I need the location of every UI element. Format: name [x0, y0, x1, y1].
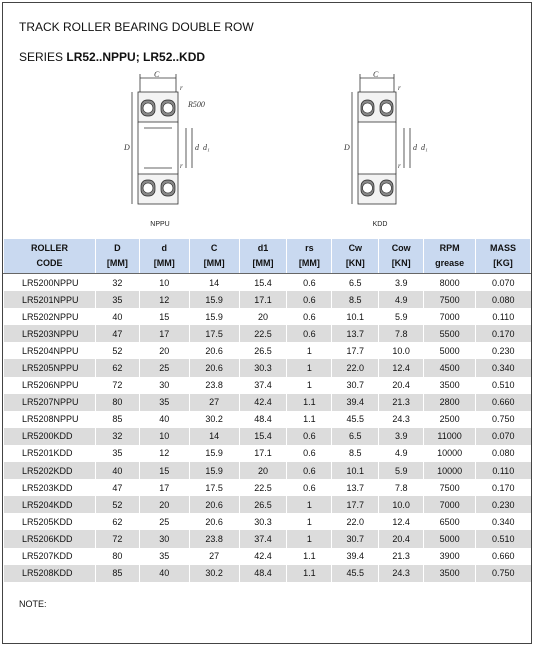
table-cell: 1 [287, 342, 332, 359]
table-cell: 15.4 [239, 274, 287, 292]
table-row [4, 530, 531, 547]
table-cell: 17.5 [189, 479, 239, 496]
table-cell: 40 [95, 462, 139, 479]
column-header-unit: [MM] [252, 258, 274, 268]
table-cell: 3500 [424, 377, 476, 394]
table-cell: 22.0 [332, 513, 379, 530]
roller-code-cell: LR5201KDD [4, 445, 96, 462]
table-cell: 40 [139, 411, 189, 428]
column-header [287, 239, 332, 274]
table-row [4, 428, 531, 445]
table-cell: 47 [95, 325, 139, 342]
column-header-name: rs [305, 243, 314, 253]
table-cell: 15 [139, 308, 189, 325]
table-cell: 10.0 [379, 342, 424, 359]
table-cell: 62 [95, 359, 139, 376]
table-cell: 35 [95, 291, 139, 308]
column-header [139, 239, 189, 274]
table-cell: 3500 [424, 565, 476, 582]
table-cell: 1 [287, 359, 332, 376]
table-cell: 0.6 [287, 428, 332, 445]
table-cell: 0.510 [476, 530, 531, 547]
nppu-dim-r-top: r [180, 84, 183, 92]
table-cell: 22.5 [239, 325, 287, 342]
column-header [476, 239, 531, 274]
table-cell: 1 [287, 496, 332, 513]
table-cell: 17.7 [332, 342, 379, 359]
roller-code-cell: LR5200KDD [4, 428, 96, 445]
table-cell: 17 [139, 325, 189, 342]
table-cell: 17.1 [239, 291, 287, 308]
roller-code-cell: LR5208KDD [4, 565, 96, 582]
kdd-dim-r-top: r [398, 84, 401, 92]
table-cell: 20 [139, 496, 189, 513]
table-cell: 26.5 [239, 496, 287, 513]
table-cell: 12 [139, 291, 189, 308]
column-header-name: d1 [257, 243, 269, 253]
table-cell: 6500 [424, 513, 476, 530]
table-row [4, 325, 531, 342]
kdd-dim-r-bottom: r [398, 162, 401, 170]
table-header-row [4, 239, 531, 274]
table-cell: 25 [139, 513, 189, 530]
table-cell: 3900 [424, 548, 476, 565]
series-models: LR52..NPPU; LR52..KDD [66, 50, 206, 64]
table-cell: 10.1 [332, 462, 379, 479]
roller-code-cell: LR5202KDD [4, 462, 96, 479]
table-cell: 25 [139, 359, 189, 376]
table-cell: 1.1 [287, 565, 332, 582]
bearing-spec-table [3, 238, 531, 582]
table-cell: 0.6 [287, 308, 332, 325]
roller-code-cell: LR5204NPPU [4, 342, 96, 359]
roller-code-cell: LR5206NPPU [4, 377, 96, 394]
table-cell: 80 [95, 548, 139, 565]
table-cell: 12 [139, 445, 189, 462]
column-header-unit: [MM] [106, 258, 128, 268]
table-cell: 10.0 [379, 496, 424, 513]
roller-code-cell: LR5205NPPU [4, 359, 96, 376]
table-cell: 21.3 [379, 394, 424, 411]
table-row [4, 479, 531, 496]
table-cell: 17.7 [332, 496, 379, 513]
table-cell: 45.5 [332, 411, 379, 428]
table-cell: 13.7 [332, 325, 379, 342]
table-cell: 22.0 [332, 359, 379, 376]
column-header-name: d [161, 243, 168, 253]
table-cell: 0.750 [476, 565, 531, 582]
roller-code-cell: LR5200NPPU [4, 274, 96, 292]
table-cell: 30.3 [239, 359, 287, 376]
table-cell: 42.4 [239, 548, 287, 565]
table-cell: 27 [189, 548, 239, 565]
table-cell: 10 [139, 428, 189, 445]
table-cell: 23.8 [189, 530, 239, 547]
table-cell: 0.660 [476, 394, 531, 411]
roller-code-cell: LR5205KDD [4, 513, 96, 530]
table-row [4, 274, 531, 292]
column-header-name: Cow [391, 243, 411, 253]
column-header-unit: [MM] [298, 258, 320, 268]
column-header-unit: [MM] [153, 258, 175, 268]
table-cell: 0.230 [476, 496, 531, 513]
table-cell: 7000 [424, 308, 476, 325]
table-cell: 39.4 [332, 548, 379, 565]
table-row [4, 565, 531, 582]
table-cell: 0.110 [476, 308, 531, 325]
nppu-caption: NPPU [150, 221, 170, 228]
column-header-unit: CODE [36, 258, 63, 268]
table-cell: 22.5 [239, 479, 287, 496]
roller-code-cell: LR5207KDD [4, 548, 96, 565]
table-cell: 0.340 [476, 359, 531, 376]
table-cell: 30 [139, 530, 189, 547]
kdd-dim-c: C [373, 70, 379, 79]
table-cell: 0.6 [287, 274, 332, 292]
table-row [4, 342, 531, 359]
table-cell: 37.4 [239, 377, 287, 394]
table-cell: 8.5 [332, 291, 379, 308]
table-cell: 5000 [424, 342, 476, 359]
table-cell: 23.8 [189, 377, 239, 394]
column-header [4, 239, 96, 274]
table-cell: 0.070 [476, 274, 531, 292]
table-cell: 26.5 [239, 342, 287, 359]
table-cell: 20.4 [379, 377, 424, 394]
table-cell: 37.4 [239, 530, 287, 547]
nppu-dim-small-d: d [195, 143, 199, 152]
table-cell: 48.4 [239, 411, 287, 428]
table-cell: 40 [95, 308, 139, 325]
kdd-dim-small-d: d [413, 143, 417, 152]
column-header-name: MASS [490, 243, 517, 253]
table-cell: 20 [239, 308, 287, 325]
table-cell: 35 [95, 445, 139, 462]
table-cell: 10 [139, 274, 189, 292]
table-cell: 15.9 [189, 308, 239, 325]
column-header [332, 239, 379, 274]
table-cell: 4.9 [379, 291, 424, 308]
table-cell: 15.9 [189, 462, 239, 479]
table-body [4, 274, 531, 582]
table-row [4, 308, 531, 325]
table-cell: 4500 [424, 359, 476, 376]
table-cell: 0.070 [476, 428, 531, 445]
table-cell: 10.1 [332, 308, 379, 325]
table-cell: 14 [189, 428, 239, 445]
table-cell: 17 [139, 479, 189, 496]
table-cell: 5500 [424, 325, 476, 342]
table-row [4, 462, 531, 479]
roller-code-cell: LR5203KDD [4, 479, 96, 496]
table-cell: 42.4 [239, 394, 287, 411]
table-row [4, 377, 531, 394]
table-cell: 30.7 [332, 377, 379, 394]
table-cell: 30.7 [332, 530, 379, 547]
table-cell: 35 [139, 394, 189, 411]
column-header [379, 239, 424, 274]
column-header-unit: [KG] [493, 258, 513, 268]
nppu-dim-c: C [154, 70, 160, 79]
table-cell: 12.4 [379, 359, 424, 376]
column-header-name: Cw [348, 243, 363, 253]
table-cell: 0.080 [476, 291, 531, 308]
table-cell: 47 [95, 479, 139, 496]
table-cell: 15.4 [239, 428, 287, 445]
series-line [19, 50, 205, 64]
table-cell: 15.9 [189, 291, 239, 308]
table-cell: 48.4 [239, 565, 287, 582]
roller-code-cell: LR5204KDD [4, 496, 96, 513]
table-row [4, 359, 531, 376]
table-cell: 20.6 [189, 513, 239, 530]
column-header-unit: [KN] [391, 258, 411, 268]
table-cell: 8.5 [332, 445, 379, 462]
table-cell: 5000 [424, 530, 476, 547]
table-cell: 20.4 [379, 530, 424, 547]
table-cell: 35 [139, 548, 189, 565]
column-header-name: D [114, 243, 121, 253]
table-cell: 0.230 [476, 342, 531, 359]
table-cell: 0.6 [287, 479, 332, 496]
table-row [4, 513, 531, 530]
table-cell: 24.3 [379, 565, 424, 582]
table-cell: 1 [287, 530, 332, 547]
kdd-dim-big-d: D [344, 143, 350, 152]
table-cell: 5.9 [379, 308, 424, 325]
table-cell: 40 [139, 565, 189, 582]
roller-code-cell: LR5206KDD [4, 530, 96, 547]
table-cell: 27 [189, 394, 239, 411]
roller-code-cell: LR5207NPPU [4, 394, 96, 411]
column-header [424, 239, 476, 274]
table-cell: 15.9 [189, 445, 239, 462]
column-header [95, 239, 139, 274]
table-cell: 20.6 [189, 342, 239, 359]
table-cell: 0.750 [476, 411, 531, 428]
table-cell: 3.9 [379, 274, 424, 292]
table-cell: 0.6 [287, 325, 332, 342]
table-cell: 0.080 [476, 445, 531, 462]
kdd-bearing-drawing [338, 70, 433, 218]
table-cell: 0.510 [476, 377, 531, 394]
table-cell: 32 [95, 428, 139, 445]
table-cell: 17.5 [189, 325, 239, 342]
table-cell: 5.9 [379, 462, 424, 479]
table-cell: 12.4 [379, 513, 424, 530]
column-header [239, 239, 287, 274]
table-cell: 30.3 [239, 513, 287, 530]
table-cell: 80 [95, 394, 139, 411]
table-cell: 0.170 [476, 479, 531, 496]
table-row [4, 496, 531, 513]
table-cell: 39.4 [332, 394, 379, 411]
table-cell: 13.7 [332, 479, 379, 496]
nppu-dim-big-d: D [124, 143, 130, 152]
roller-code-cell: LR5201NPPU [4, 291, 96, 308]
table-cell: 0.6 [287, 291, 332, 308]
sheet-title: TRACK ROLLER BEARING DOUBLE ROW [19, 20, 254, 34]
table-cell: 62 [95, 513, 139, 530]
table-row [4, 548, 531, 565]
column-header [189, 239, 239, 274]
table-cell: 85 [95, 565, 139, 582]
table-cell: 7.8 [379, 479, 424, 496]
kdd-caption: KDD [372, 221, 388, 228]
table-cell: 7.8 [379, 325, 424, 342]
table-cell: 7000 [424, 496, 476, 513]
table-cell: 4.9 [379, 445, 424, 462]
column-header-name: ROLLER [30, 243, 68, 253]
table-cell: 30.2 [189, 565, 239, 582]
table-cell: 1.1 [287, 411, 332, 428]
table-row [4, 394, 531, 411]
roller-code-cell: LR5202NPPU [4, 308, 96, 325]
table-cell: 14 [189, 274, 239, 292]
table-cell: 32 [95, 274, 139, 292]
table-cell: 52 [95, 342, 139, 359]
table-cell: 0.340 [476, 513, 531, 530]
nppu-bearing-drawing [118, 70, 223, 218]
nppu-dim-r-bottom: r [180, 162, 183, 170]
table-cell: 8000 [424, 274, 476, 292]
table-cell: 3.9 [379, 428, 424, 445]
roller-code-cell: LR5208NPPU [4, 411, 96, 428]
table-cell: 24.3 [379, 411, 424, 428]
table-cell: 1 [287, 377, 332, 394]
table-cell: 10000 [424, 462, 476, 479]
kdd-dim-d1: d₁ [421, 143, 428, 152]
table-cell: 15 [139, 462, 189, 479]
table-cell: 45.5 [332, 565, 379, 582]
table-cell: 1 [287, 513, 332, 530]
table-cell: 2500 [424, 411, 476, 428]
column-header-unit: [MM] [203, 258, 225, 268]
table-cell: 0.170 [476, 325, 531, 342]
column-header-name: RPM [439, 243, 460, 253]
table-cell: 1.1 [287, 394, 332, 411]
table-cell: 17.1 [239, 445, 287, 462]
table-cell: 20.6 [189, 359, 239, 376]
table-row [4, 291, 531, 308]
table-cell: 11000 [424, 428, 476, 445]
column-header-unit: [KN] [345, 258, 365, 268]
table-cell: 0.6 [287, 462, 332, 479]
table-cell: 2800 [424, 394, 476, 411]
table-cell: 7500 [424, 291, 476, 308]
table-cell: 0.110 [476, 462, 531, 479]
table-cell: 72 [95, 377, 139, 394]
table-cell: 52 [95, 496, 139, 513]
table-cell: 72 [95, 530, 139, 547]
table-cell: 0.6 [287, 445, 332, 462]
nppu-dim-d1: d₁ [203, 143, 210, 152]
nppu-dim-r500: R500 [188, 100, 205, 109]
table-cell: 7500 [424, 479, 476, 496]
table-cell: 20.6 [189, 496, 239, 513]
table-row [4, 411, 531, 428]
column-header-name: C [210, 243, 218, 253]
series-prefix: SERIES [19, 50, 67, 64]
table-cell: 0.660 [476, 548, 531, 565]
note-label: NOTE: [19, 599, 47, 609]
table-row [4, 445, 531, 462]
table-cell: 20 [239, 462, 287, 479]
table-cell: 30 [139, 377, 189, 394]
table-cell: 20 [139, 342, 189, 359]
table-cell: 85 [95, 411, 139, 428]
table-cell: 10000 [424, 445, 476, 462]
table-cell: 6.5 [332, 428, 379, 445]
roller-code-cell: LR5203NPPU [4, 325, 96, 342]
column-header-unit: grease [435, 258, 465, 268]
table-cell: 6.5 [332, 274, 379, 292]
table-cell: 21.3 [379, 548, 424, 565]
table-cell: 30.2 [189, 411, 239, 428]
table-cell: 1.1 [287, 548, 332, 565]
